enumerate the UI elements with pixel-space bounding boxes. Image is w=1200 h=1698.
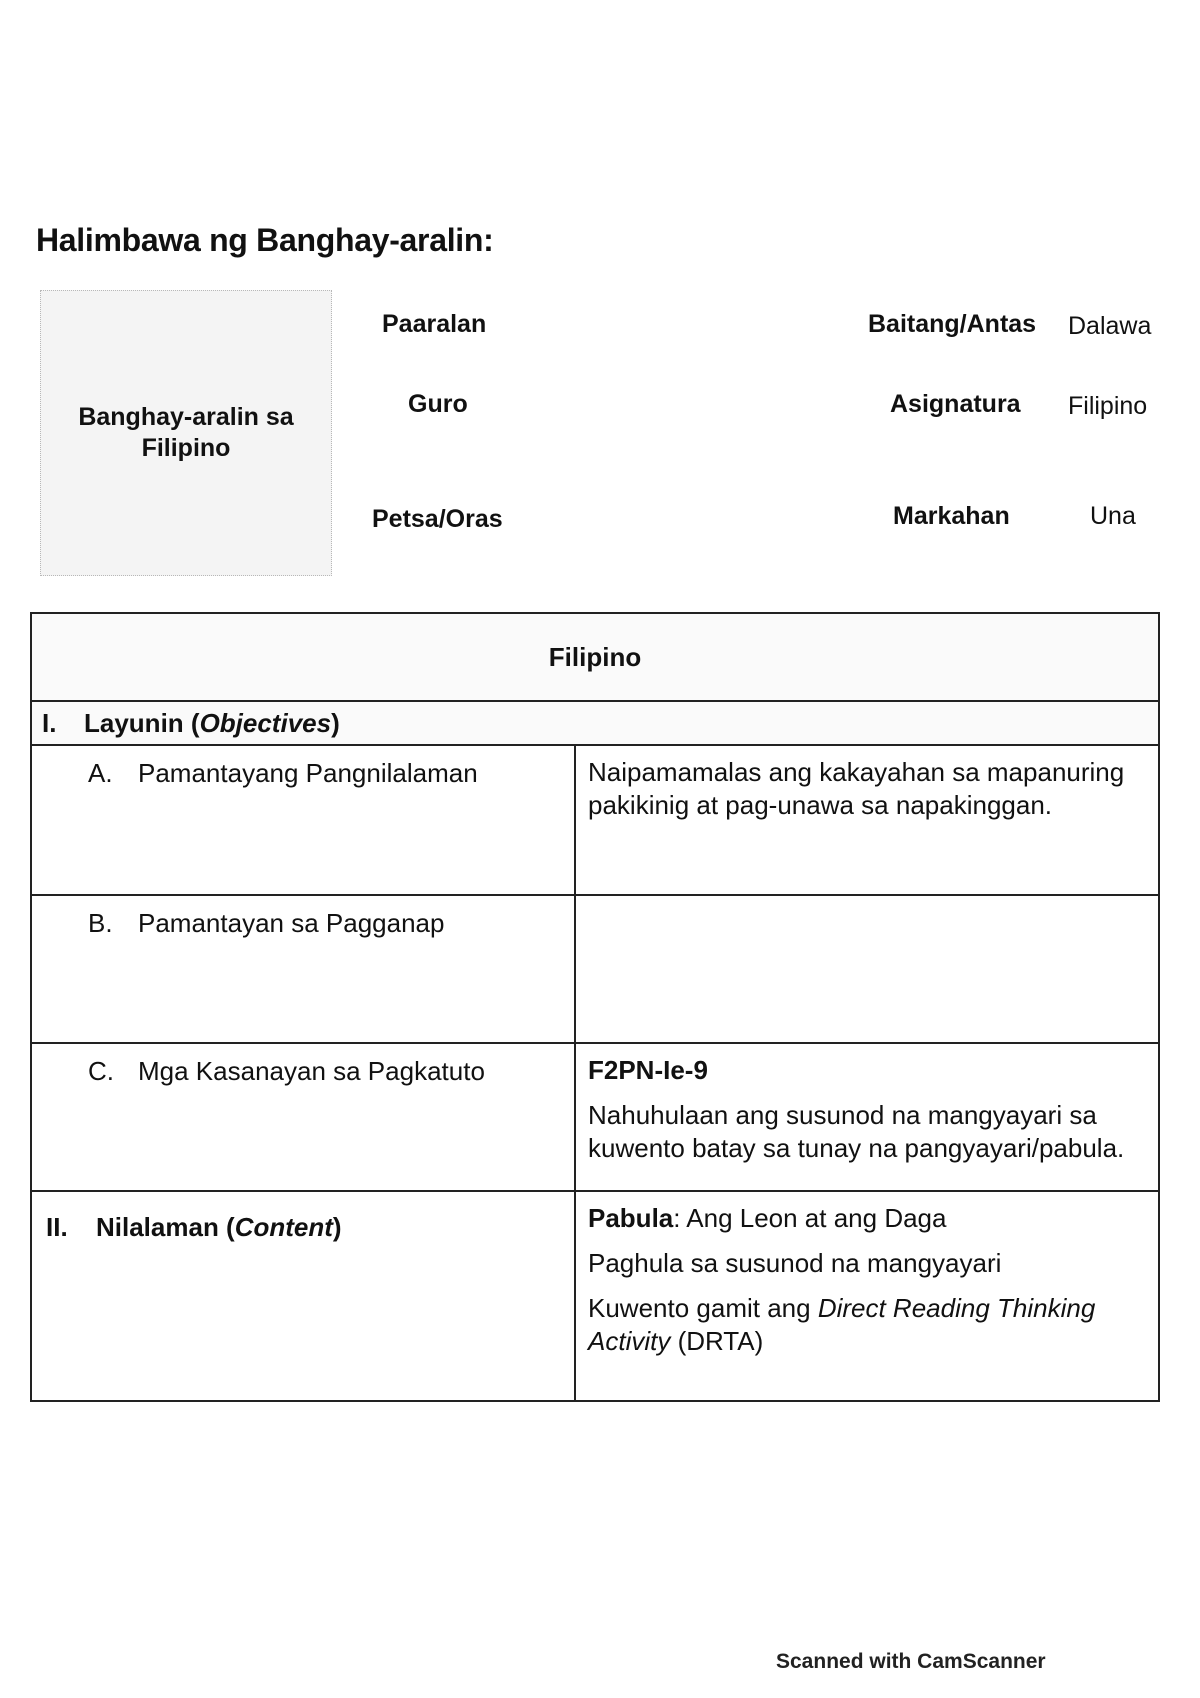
- lesson-plan-label: Banghay-aralin sa Filipino: [78, 403, 294, 462]
- quarter-label: Markahan: [893, 502, 1010, 530]
- content-label-cell: II. Nilalaman (Content): [32, 1192, 576, 1400]
- table-row: [32, 744, 1158, 894]
- section-objectives-row: [32, 700, 1158, 744]
- item-letter: C.: [88, 1056, 114, 1086]
- fable-label: Pabula: [588, 1203, 674, 1233]
- subject-label: Asignatura: [890, 390, 1021, 418]
- item-letter: A.: [88, 758, 113, 788]
- item-label: Pamantayan sa Pagganap: [138, 908, 445, 938]
- section-title-text: Nilalaman: [96, 1212, 219, 1242]
- grade-value: Dalawa: [1068, 312, 1152, 340]
- drta-prefix: Kuwento gamit ang: [588, 1293, 818, 1323]
- item-label: Mga Kasanayan sa Pagkatuto: [138, 1056, 485, 1086]
- item-value: Naipamamalas ang kakayahan sa mapanuring pakikinig at pag-unawa sa napakinggan.: [588, 757, 1125, 820]
- scanner-watermark: Scanned with CamScanner: [776, 1650, 1046, 1673]
- section-title: Layunin (Objectives): [84, 707, 340, 738]
- grade-label: Baitang/Antas: [868, 310, 1037, 338]
- learning-competency-label-cell: [32, 1044, 576, 1190]
- content-value-cell: [576, 1192, 1158, 1400]
- lesson-plan-table: [30, 612, 1160, 1402]
- section-title-english: Content: [234, 1212, 333, 1242]
- content-standard-value-cell: [576, 746, 1158, 894]
- item-label: Pamantayang Pangnilalaman: [138, 758, 478, 788]
- fable-line: [588, 1202, 1144, 1235]
- section-title-english: Objectives: [199, 707, 332, 738]
- section-content-row: [32, 1190, 1158, 1400]
- table-row: [32, 1042, 1158, 1190]
- prediction-line: Paghula sa susunod na mangyayari: [588, 1248, 1002, 1278]
- performance-standard-label-cell: [32, 896, 576, 1042]
- competency-code: F2PN-Ie-9: [588, 1055, 708, 1085]
- drta-suffix: (DRTA): [670, 1326, 764, 1356]
- section-number: I.: [42, 707, 57, 738]
- subject-heading-row: [32, 614, 1158, 700]
- content-standard-label-cell: [32, 746, 576, 894]
- fable-title: : Ang Leon at ang Daga: [673, 1203, 947, 1233]
- lesson-plan-box: [40, 290, 332, 576]
- drta-name: Direct Reading Thinking Activity: [588, 1293, 1096, 1356]
- performance-standard-value-cell: [576, 896, 1158, 1042]
- item-letter: B.: [88, 908, 113, 938]
- quarter-value: Una: [1090, 502, 1136, 530]
- section-number: II.: [46, 1212, 68, 1242]
- drta-line: [588, 1292, 1144, 1358]
- table-row: [32, 894, 1158, 1042]
- section-title-text: Layunin: [84, 707, 184, 738]
- subject-value: Filipino: [1068, 392, 1148, 420]
- learning-competency-value-cell: [576, 1044, 1158, 1190]
- school-label: Paaralan: [382, 310, 487, 338]
- date-time-label: Petsa/Oras: [372, 505, 503, 533]
- item-value: Nahuhulaan ang susunod na mangyayari sa kuwento batay sa tunay na pangyayari/pabula.: [588, 1100, 1125, 1163]
- subject-heading: Filipino: [548, 641, 642, 672]
- page-title: Halimbawa ng Banghay-aralin:: [36, 222, 494, 258]
- teacher-label: Guro: [408, 390, 468, 418]
